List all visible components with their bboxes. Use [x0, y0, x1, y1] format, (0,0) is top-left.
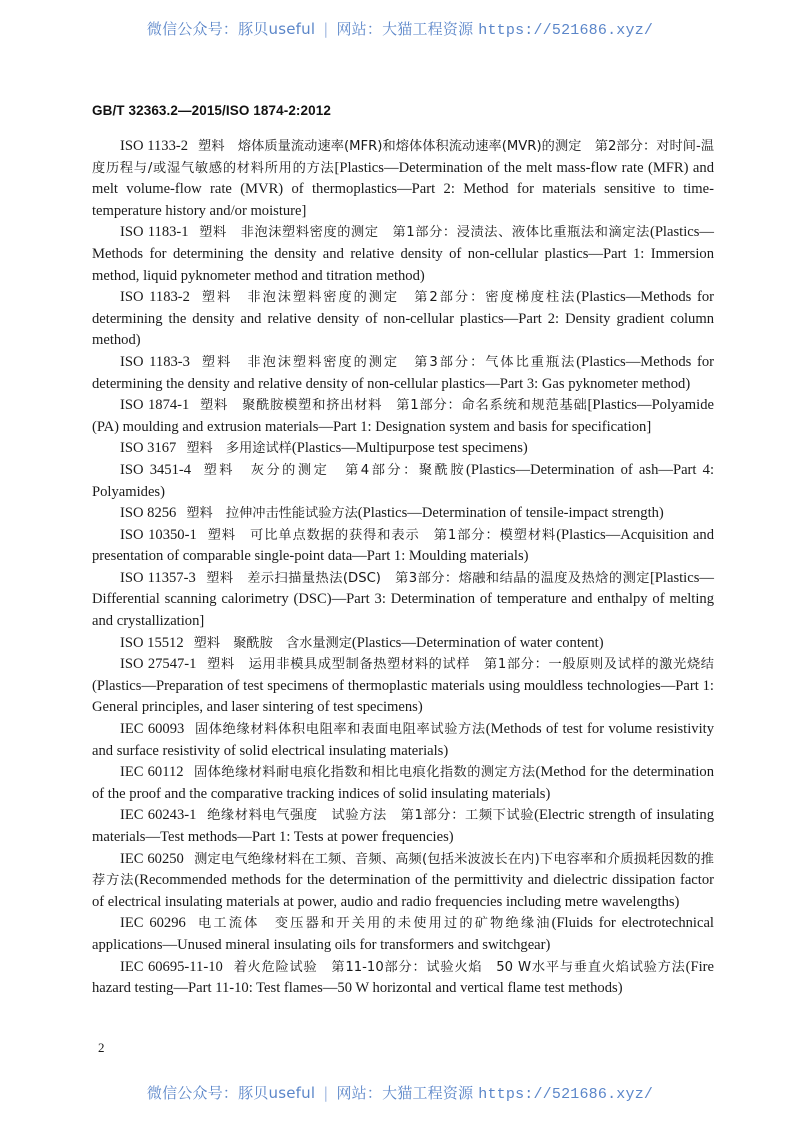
reference-title-cn: 塑料 非泡沫塑料密度的测定 第3部分：气体比重瓶法	[199, 354, 577, 370]
reference-title-en: (Plastics—Methods for determining the density and relative density of non-cellular plastics—Part 2: Density gradient column method)	[92, 289, 715, 349]
reference-title-cn: 塑料 聚酰胺模塑和挤出材料 第1部分：命名系统和规范基础	[199, 398, 588, 414]
reference-title-cn: 塑料 运用非模具成型制备热塑材料的试样 第1部分：一般原则及试样的激光烧结	[206, 657, 714, 673]
reference-title-cn: 塑料 差示扫描量热法(DSC) 第3部分：熔融和结晶的温度及热焓的测定	[205, 570, 650, 586]
reference-title-en: [Plastics—Differential scanning calorimetry (DSC)—Part 3: Determination of temperature and enthalpy of melting and crystallization]	[92, 569, 714, 630]
reference-code: IEC 60695-11-10	[120, 958, 223, 975]
reference-code: ISO 1183-1	[120, 224, 189, 241]
reference-title-cn: 着火危险试验 第11-10部分：试验火焰 50 W水平与垂直火焰试验方法	[232, 959, 686, 975]
reference-item	[92, 762, 714, 805]
reference-code: IEC 60243-1	[120, 807, 197, 824]
reference-title-en: [Plastics—Polyamide (PA) moulding and extrusion materials—Part 1: Designation system and basis for specification]	[92, 397, 714, 435]
reference-title-en: (Plastics—Acquisition and presentation of comparable single-point data—Part 1: Moulding materials)	[92, 526, 714, 565]
reference-title-en: (Plastics—Determination of tensile-impact strength)	[357, 505, 664, 522]
reference-title-cn: 塑料 非泡沫塑料密度的测定 第2部分：密度梯度柱法	[199, 290, 577, 306]
watermark-url: https://521686.xyz/	[478, 1086, 654, 1103]
reference-title-cn: 固体绝缘材料耐电痕化指数和相比电痕化指数的测定方法	[193, 765, 536, 781]
reference-item	[92, 805, 714, 848]
reference-code: ISO 11357-3	[120, 569, 196, 586]
reference-title-en: [Plastics—Determination of the melt mass-flow rate (MFR) and melt volume-flow rate (MVR) of thermoplastics—Part 2: Method for materials sensitive to time-temperature history and/or moisture]	[92, 159, 714, 219]
reference-code: IEC 60112	[120, 764, 184, 781]
reference-code: IEC 60296	[120, 915, 186, 932]
reference-code: IEC 60093	[120, 721, 185, 738]
reference-item	[92, 136, 714, 222]
reference-item	[92, 352, 714, 395]
reference-title-cn: 塑料 可比单点数据的获得和表示 第1部分：模塑材料	[206, 527, 557, 543]
reference-code: ISO 15512	[120, 634, 184, 651]
reference-code: ISO 8256	[120, 505, 177, 522]
reference-item	[92, 460, 714, 503]
standard-number-header: GB/T 32363.2—2015/ISO 1874-2:2012	[92, 103, 331, 118]
reference-title-cn: 塑料 灰分的测定 第4部分：聚酰胺	[201, 462, 467, 478]
reference-title-en: (Plastics—Determination of ash—Part 4: Polyamides)	[92, 461, 714, 500]
reference-title-en: (Plastics—Preparation of test specimens of thermoplastic materials using mouldless technologies—Part 1: General principles, and laser sintering of test specimens)	[92, 677, 714, 716]
reference-code: ISO 1133-2	[120, 138, 189, 154]
reference-title-en: (Plastics—Methods for determining the density and relative density of non-cellular plastics—Part 1: Immersion method, liquid pyknometer method and titration method)	[92, 224, 715, 284]
reference-item	[92, 525, 714, 568]
reference-title-cn: 绝缘材料电气强度 试验方法 第1部分：工频下试验	[206, 808, 535, 824]
watermark-url: https://521686.xyz/	[478, 22, 654, 39]
watermark-bottom	[0, 1082, 800, 1103]
reference-title-en: (Method for the determination of the proof and the comparative tracking indices of solid insulating materials)	[92, 764, 714, 802]
reference-item	[92, 913, 714, 956]
reference-item	[92, 503, 714, 525]
watermark-separator: |	[323, 1084, 329, 1102]
watermark-account: 微信公众号：豚贝useful	[146, 1084, 316, 1102]
watermark-separator: |	[323, 20, 329, 38]
reference-code: ISO 3451-4	[120, 461, 192, 478]
reference-item	[92, 849, 714, 914]
watermark-site: 网站：大猫工程资源	[336, 1084, 474, 1102]
reference-item	[92, 438, 714, 460]
reference-title-en: (Electric strength of insulating materials—Test methods—Part 1: Tests at power frequencies)	[92, 807, 714, 845]
reference-title-en: (Plastics—Determination of water content)	[351, 634, 604, 651]
reference-code: ISO 27547-1	[120, 656, 197, 673]
normative-references-list	[92, 136, 714, 1000]
reference-code: IEC 60250	[120, 850, 184, 867]
reference-title-en: (Fluids for electrotechnical applications—Unused mineral insulating oils for transformers and switchgear)	[92, 915, 714, 953]
reference-item	[92, 719, 714, 762]
reference-item	[92, 633, 714, 655]
watermark-site: 网站：大猫工程资源	[336, 20, 474, 38]
reference-code: ISO 1183-2	[120, 289, 190, 306]
watermark-top	[0, 18, 800, 39]
reference-title-cn: 电工流体 变压器和开关用的未使用过的矿物绝缘油	[195, 916, 552, 932]
reference-code: ISO 10350-1	[120, 526, 197, 543]
reference-item	[92, 287, 714, 352]
reference-title-en: (Plastics—Methods for determining the density and relative density of non-cellular plastics—Part 3: Gas pyknometer method)	[92, 353, 715, 392]
reference-item	[92, 568, 714, 633]
reference-title-cn: 塑料 聚酰胺 含水量测定	[193, 635, 352, 651]
reference-code: ISO 1874-1	[120, 397, 190, 414]
reference-code: ISO 1183-3	[120, 353, 190, 370]
page-number: 2	[98, 1040, 105, 1055]
reference-item	[92, 222, 714, 287]
reference-title-cn: 固体绝缘材料体积电阻率和表面电阻率试验方法	[194, 722, 486, 738]
reference-item	[92, 957, 714, 1000]
reference-title-en: (Fire hazard testing—Part 11-10: Test flames—50 W horizontal and vertical flame test methods)	[92, 958, 714, 997]
reference-item	[92, 654, 714, 719]
reference-code: ISO 3167	[120, 440, 177, 457]
reference-title-cn: 塑料 多用途试样	[186, 441, 292, 457]
reference-item	[92, 395, 714, 438]
reference-title-en: (Recommended methods for the determination of the permittivity and dielectric dissipation factor of electrical insulating materials at power, audio and radio frequencies including metre wavelengths)	[92, 872, 714, 910]
reference-title-cn: 塑料 非泡沫塑料密度的测定 第1部分：浸渍法、液体比重瓶法和滴定法	[198, 225, 650, 241]
reference-title-cn: 测定电气绝缘材料在工频、音频、高频(包括米波波长在内)下电容率和介质损耗因数的推荐方法	[92, 851, 714, 889]
reference-title-cn: 塑料 熔体质量流动速率(MFR)和熔体体积流动速率(MVR)的测定 第2部分：对时间-温度历程与/或湿气敏感的材料所用的方法	[92, 139, 715, 176]
watermark-account: 微信公众号：豚贝useful	[146, 20, 316, 38]
reference-title-cn: 塑料 拉伸冲击性能试验方法	[186, 506, 358, 522]
reference-title-en: (Methods of test for volume resistivity and surface resistivity of solid electrical insulating materials)	[92, 721, 714, 759]
reference-title-en: (Plastics—Multipurpose test specimens)	[291, 440, 528, 457]
